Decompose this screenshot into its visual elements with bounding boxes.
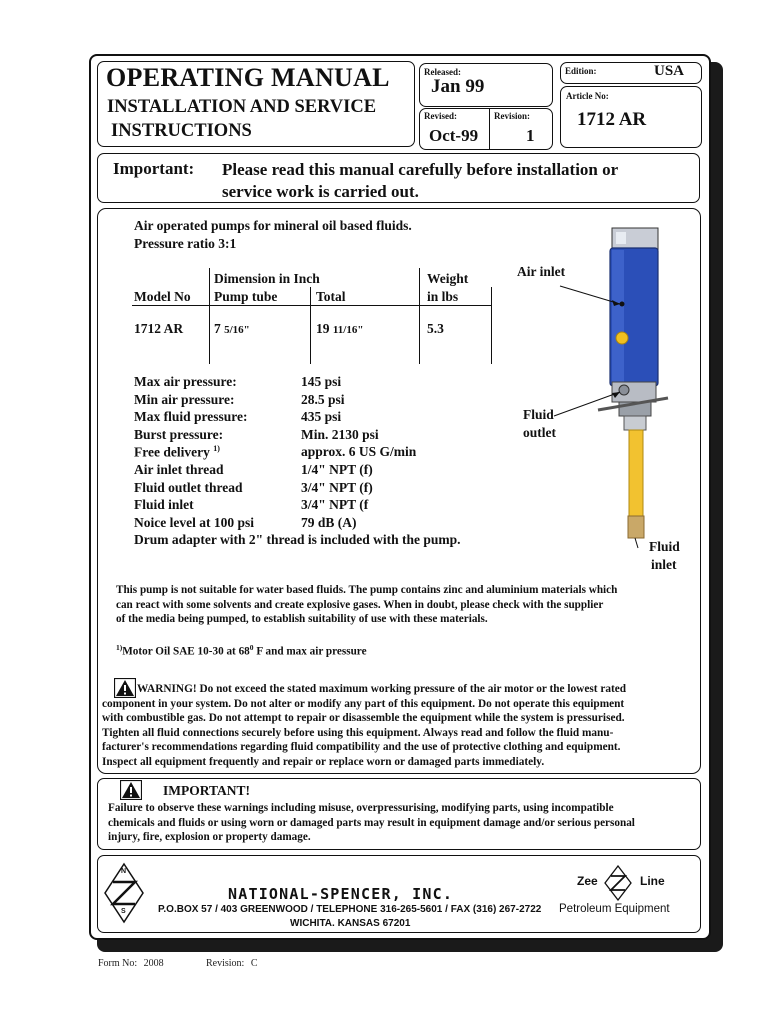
spec-label-4	[134, 444, 220, 461]
fluid-inlet-label-2: inlet	[651, 557, 677, 572]
important-box-line2: chemicals and fluids or using worn or damaged parts may result in equipment damage and/or serious personal	[108, 816, 635, 829]
weight-header: Weight	[427, 271, 469, 286]
dimension-group-header: Dimension in Inch	[214, 271, 320, 286]
warning-paragraph	[102, 682, 702, 770]
table-divider-1	[209, 268, 210, 364]
edition-label: Edition:	[565, 66, 597, 76]
footnote-degree: 0	[249, 643, 254, 652]
spec-value-1: 28.5 psi	[301, 392, 345, 407]
company-address: P.O.BOX 57 / 403 GREENWOOD / TELEPHONE 316-265-5601 / FAX (316) 267-2722	[158, 904, 542, 915]
released-value: Jan 99	[431, 76, 485, 97]
revised-value: Oct-99	[429, 126, 479, 145]
important-banner-line2: service work is carried out.	[222, 182, 419, 201]
pump-foot-valve	[628, 516, 644, 538]
document-title: OPERATING MANUAL	[106, 63, 390, 92]
table-divider-4	[491, 287, 492, 364]
row-total	[316, 321, 363, 337]
air-inlet-label: Air inlet	[517, 264, 566, 279]
fluid-outlet-leader	[554, 392, 620, 416]
spec-label-2: Max fluid pressure:	[134, 409, 248, 424]
intro-line1: Air operated pumps for mineral oil based fluids.	[134, 218, 412, 233]
form-revision-value: C	[250, 958, 258, 969]
spec-value-8: 79 dB (A)	[301, 515, 357, 530]
caution-line3: of the media being pumped, to establish suitability of use with these materials.	[116, 613, 488, 625]
document-subtitle-line2: INSTRUCTIONS	[111, 121, 252, 141]
warning-lead: WARNING!	[137, 683, 197, 695]
footnote	[116, 641, 367, 659]
col-pump-tube: Pump tube	[214, 289, 278, 304]
revised-label: Revised:	[424, 111, 457, 121]
form-no-value: 2008	[143, 958, 164, 969]
spec-label-3: Burst pressure:	[134, 427, 224, 442]
company-city: WICHITA. KANSAS 67201	[290, 918, 411, 929]
row-pump-tube	[214, 321, 250, 337]
spec-value-2: 435 psi	[301, 409, 342, 424]
article-label: Article No:	[566, 91, 609, 101]
pump-collar	[624, 416, 646, 430]
fluid-outlet-label-1: Fluid	[523, 407, 554, 422]
fluid-inlet-leader	[635, 538, 638, 548]
footnote-text: Motor Oil SAE 10-30 at 68	[122, 645, 250, 658]
fluid-outlet-port	[619, 385, 629, 395]
warning-line2: component in your system. Do not alter or modify any part of this equipment. Do not operate this equipment	[102, 697, 625, 710]
revised-divider	[489, 108, 490, 150]
row-weight: 5.3	[427, 321, 444, 336]
important-box-line1: Failure to observe these warnings including misuse, overpressurising, modifying parts, using incompatible	[108, 802, 614, 814]
important-box-line3: injury, fire, explosion or property damage.	[108, 831, 311, 843]
spec-value-7: 3/4" NPT (f	[301, 497, 369, 512]
revision-value: 1	[526, 126, 535, 145]
form-no-label: Form No:	[98, 958, 138, 969]
form-number	[98, 958, 164, 969]
edition-value: USA	[654, 63, 685, 79]
warning-line1	[102, 682, 702, 697]
important-box-text	[108, 801, 635, 845]
zee-line-logo	[604, 865, 632, 901]
yellow-button	[616, 332, 628, 344]
spec-value-6: 3/4" NPT (f)	[301, 480, 373, 495]
air-inlet-port	[620, 302, 625, 307]
fluid-inlet-label-1: Fluid	[649, 539, 680, 554]
important-box-title: IMPORTANT!	[163, 783, 251, 798]
pump-body-highlight	[612, 250, 624, 384]
spec-label-6: Fluid outlet thread	[134, 480, 243, 495]
warning-line3: with combustible gas. Do not attempt to repair or disassemble the equipment while the system is pressurised.	[102, 712, 625, 725]
important-banner-label: Important:	[113, 159, 195, 178]
table-divider-3	[419, 268, 420, 364]
spec-label-7: Fluid inlet	[134, 497, 194, 512]
pump-tube	[629, 430, 643, 520]
spec-value-4: approx. 6 US G/min	[301, 444, 417, 459]
fluid-outlet-label-2: outlet	[523, 425, 556, 440]
warning-line6: Inspect all equipment frequently and repair or replace worn or damaged parts immediately.	[102, 755, 545, 768]
table-header-rule	[132, 305, 492, 306]
pump-cap-highlight	[616, 232, 626, 244]
warning-line4: Tighten all fluid connections securely before using this equipment. Always read and follow the fluid manu-	[102, 726, 614, 739]
row-total-frac: 11/16"	[332, 324, 364, 336]
col-model-no: Model No	[134, 289, 191, 304]
spec-value-5: 1/4" NPT (f)	[301, 462, 373, 477]
article-value: 1712 AR	[577, 109, 647, 130]
row-total-int: 19	[316, 321, 330, 336]
logo-letter-s: S	[121, 908, 126, 915]
logo-letter-n: N	[121, 868, 127, 875]
col-total: Total	[316, 289, 346, 304]
warning-line1-text: Do not exceed the stated maximum working pressure of the air motor or the lowest rated	[196, 683, 627, 695]
spec-label-1: Min air pressure:	[134, 392, 235, 407]
caution-line2: can react with some solvents and create explosive gases. When in doubt, please check with the supplier	[116, 598, 604, 611]
table-divider-2	[310, 287, 311, 364]
document-subtitle-line1: INSTALLATION AND SERVICE	[107, 97, 377, 117]
footnote-mark: 1)	[116, 643, 123, 652]
important-banner-line1: Please read this manual carefully before installation or	[222, 160, 619, 179]
spec-label-8: Noice level at 100 psi	[134, 515, 254, 530]
footnote-rest: F and max air pressure	[253, 645, 367, 658]
form-revision-label: Revision:	[206, 958, 245, 969]
col-weight-unit: in lbs	[427, 289, 459, 304]
important-warning-icon	[120, 780, 142, 800]
caution-paragraph	[116, 583, 617, 627]
caution-line1: This pump is not suitable for water based fluids. The pump contains zinc and aluminium materials which	[116, 584, 618, 596]
row-model: 1712 AR	[134, 321, 184, 336]
spec-label-5: Air inlet thread	[134, 462, 224, 477]
intro-line2: Pressure ratio 3:1	[134, 236, 237, 251]
spec-label-0: Max air pressure:	[134, 374, 237, 389]
form-revision	[206, 958, 258, 969]
row-pump-tube-frac: 5/16"	[224, 324, 250, 336]
company-name: NATIONAL-SPENCER, INC.	[228, 885, 454, 903]
spec-value-0: 145 psi	[301, 374, 342, 389]
drum-adapter-note: Drum adapter with 2" thread is included with the pump.	[134, 532, 461, 547]
zee-line-brand-right: Line	[640, 874, 665, 888]
spec-label-4-sup: 1)	[213, 444, 220, 453]
warning-line5: facturer's recommendations regarding fluid compatibility and the use of protective clothing and equipment.	[102, 741, 621, 754]
spec-value-3: Min. 2130 psi	[301, 427, 379, 442]
important-banner-text	[222, 159, 692, 203]
zee-line-brand-left: Zee	[577, 874, 598, 888]
released-label: Released:	[424, 67, 461, 77]
zee-line-tagline: Petroleum Equipment	[559, 903, 670, 915]
revision-label: Revision:	[494, 111, 530, 121]
row-pump-tube-int: 7	[214, 321, 221, 336]
spec-label-4-text: Free delivery	[134, 444, 210, 460]
